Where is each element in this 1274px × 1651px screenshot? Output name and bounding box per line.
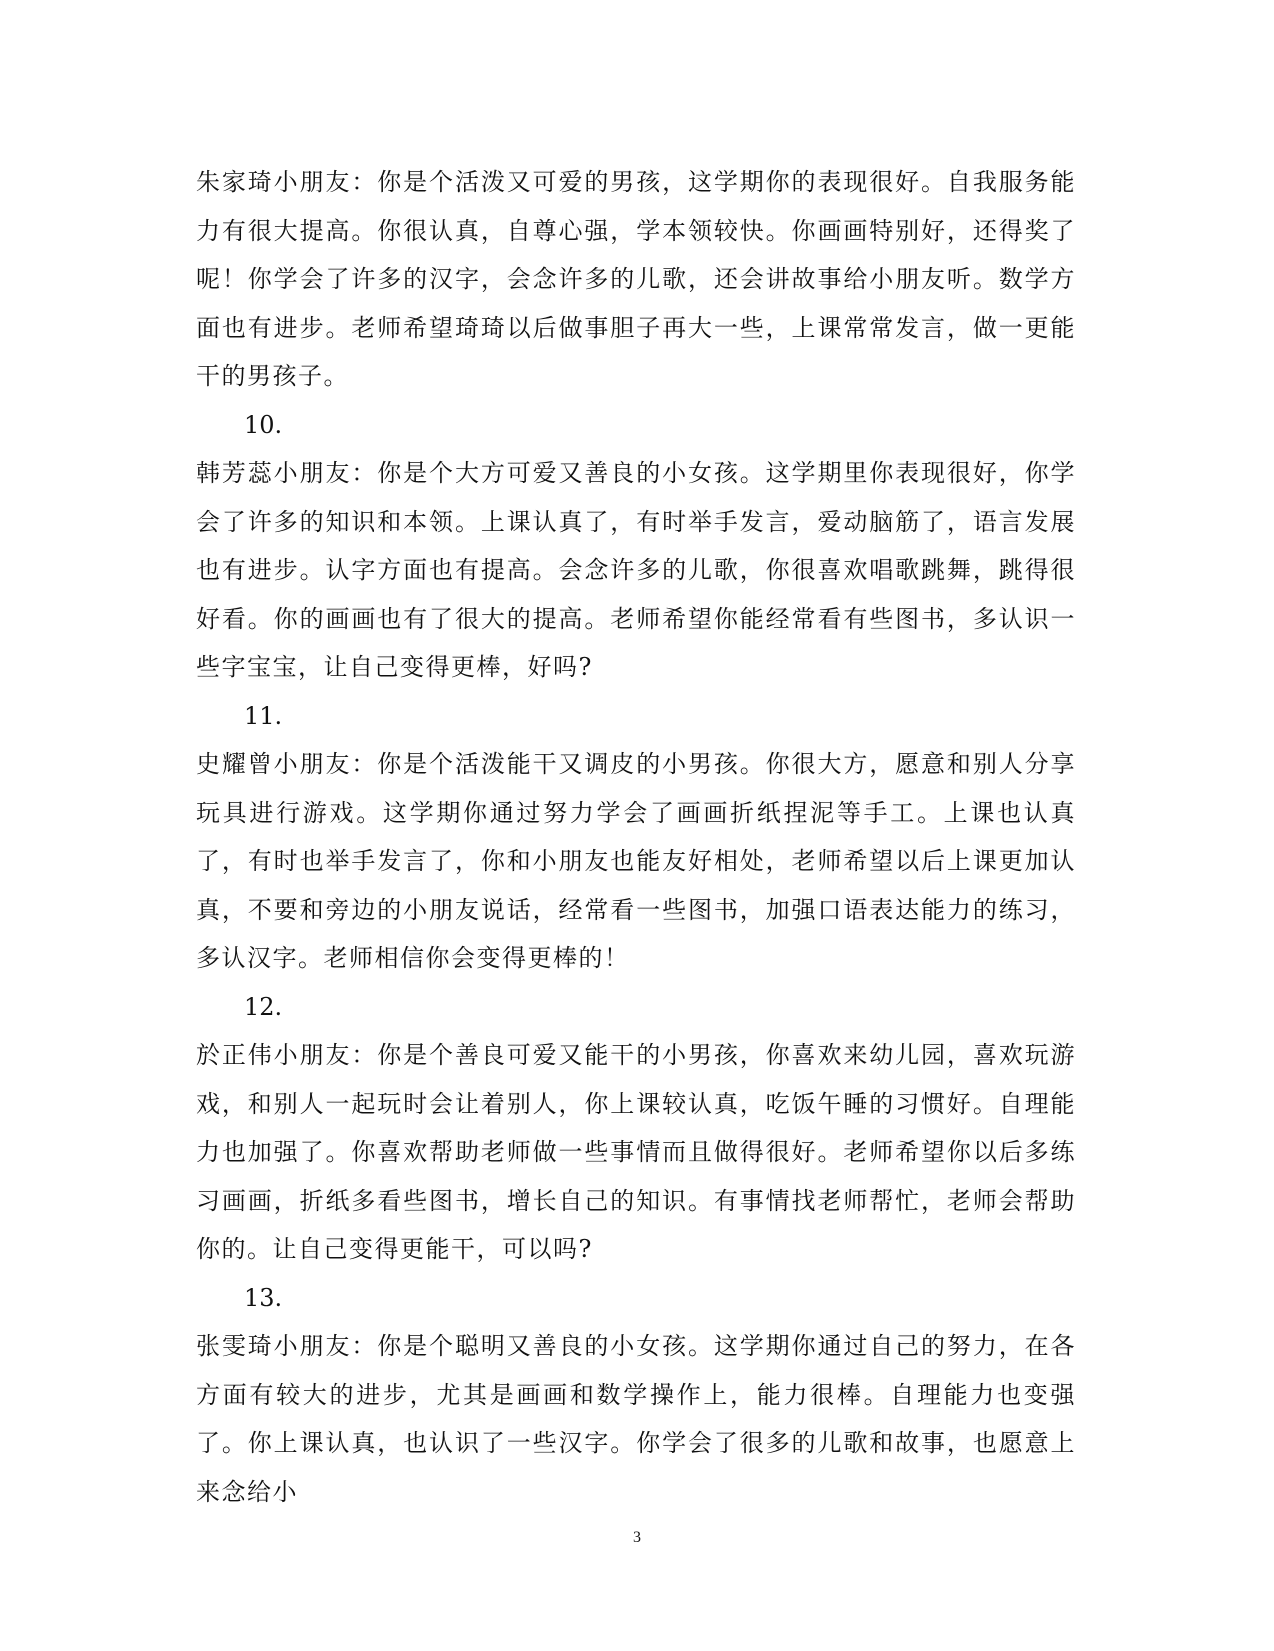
- item-number-13: 13.: [244, 1283, 283, 1312]
- comment-paragraph-zhu: 朱家琦小朋友：你是个活泼又可爱的男孩，这学期你的表现很好。自我服务能力有很大提高。你很认真，自尊心强，学本领较快。你画画特别好，还得奖了呢！你学会了许多的汉字，会念许多的儿歌，还会讲故事给小朋友听。数学方面也有进步。老师希望琦琦以后做事胆子再大一些，上课常常发言，做一更能干的男孩子。: [196, 168, 1076, 390]
- comment-paragraph-zhang: 张雯琦小朋友：你是个聪明又善良的小女孩。这学期你通过自己的努力，在各方面有较大的进步，尤其是画画和数学操作上，能力很棒。自理能力也变强了。你上课认真，也认识了一些汉字。你学会了很多的儿歌和故事，也愿意上来念给小: [196, 1332, 1076, 1506]
- item-number-11: 11.: [244, 701, 283, 730]
- comment-paragraph-yu: 於正伟小朋友：你是个善良可爱又能干的小男孩，你喜欢来幼儿园，喜欢玩游戏，和别人一起玩时会让着别人，你上课较认真，吃饭午睡的习惯好。自理能力也加强了。你喜欢帮助老师做一些事情而且做得很好。老师希望你以后多练习画画，折纸多看些图书，增长自己的知识。有事情找老师帮忙，老师会帮助你的。让自己变得更能干，可以吗?: [196, 1041, 1076, 1263]
- item-number-12: 12.: [244, 992, 283, 1021]
- comment-paragraph-han: 韩芳蕊小朋友：你是个大方可爱又善良的小女孩。这学期里你表现很好，你学会了许多的知识和本领。上课认真了，有时举手发言，爱动脑筋了，语言发展也有进步。认字方面也有提高。会念许多的儿歌，你很喜欢唱歌跳舞，跳得很好看。你的画画也有了很大的提高。老师希望你能经常看有些图书，多认识一些字宝宝，让自己变得更棒，好吗?: [196, 459, 1076, 681]
- page-number: 3: [633, 1529, 641, 1546]
- item-number-10: 10.: [244, 410, 283, 439]
- page-content: [196, 158, 1076, 1516]
- comment-paragraph-shi: 史耀曾小朋友：你是个活泼能干又调皮的小男孩。你很大方，愿意和别人分享玩具进行游戏。这学期你通过努力学会了画画折纸捏泥等手工。上课也认真了，有时也举手发言了，你和小朋友也能友好相处，老师希望以后上课更加认真，不要和旁边的小朋友说话，经常看一些图书，加强口语表达能力的练习，多认汉字。老师相信你会变得更棒的！: [196, 750, 1076, 972]
